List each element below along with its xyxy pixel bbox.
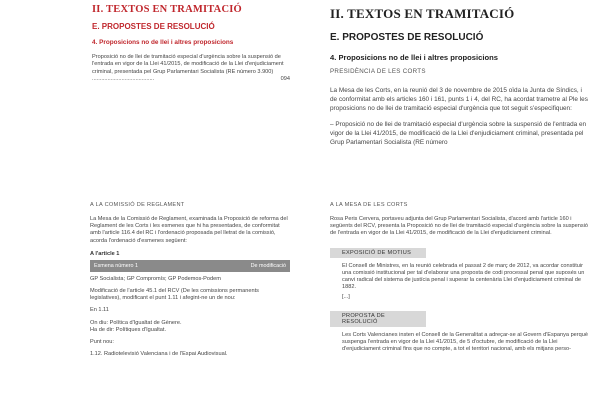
modification-text: Modificació de l'article 45.1 del RCV (De les comissions permanents legislatives), modificant el punt 1.11 i afegint-ne un de nou: bbox=[90, 288, 259, 302]
resolution-box-label: PROPOSTA DE RESOLUCIÓ bbox=[330, 311, 426, 327]
new-point-label: Punt nou: bbox=[90, 339, 114, 346]
toc-entry[interactable]: Proposició no de llei de tramitació especial d'urgència sobre la suspensió de l'entrada en vigor de la Llei 41/2015, de modificació de la Llei d'enjudiciament criminal, presentada pel Grup Parlamentari Socialista (RE número 3.900) ........................................ 094 bbox=[92, 54, 290, 82]
resolution-text: Les Corts Valencianes insten el Consell de la Generalitat a adreçar-se al Govern d'Espanya perquè suspenga l'entrada en vigor de la Llei 41/2015, de 5 d'octubre, de modificació de la Llei d'enjudiciament criminal fins que no compte, a tot el territori nacional, amb els mitjans perso- bbox=[342, 331, 588, 353]
section-title-large: II. TEXTOS EN TRAMITACIÓ bbox=[330, 6, 515, 21]
item-title: 4. Proposicions no de llei i altres proposicions bbox=[92, 39, 234, 46]
item-title-large: 4. Proposicions no de llei i altres proposicions bbox=[330, 53, 498, 62]
proposal-panel bbox=[300, 200, 600, 400]
committee-heading: A LA COMISSIÓ DE REGLAMENT bbox=[90, 202, 185, 208]
ellipsis: [...] bbox=[342, 294, 350, 301]
amendment-type: De modificació bbox=[250, 262, 286, 269]
toc-panel bbox=[0, 0, 300, 200]
proposal-list-item: – Proposició no de llei de tramitació especial d'urgència sobre la suspensió de l'entrada en vigor de la Llei 41/2015, de modificació de la Llei d'enjudiciament criminal, presentada pel Grup Parlamentari Socialista (RE número bbox=[330, 121, 587, 146]
presidency-heading: PRESIDÈNCIA DE LES CORTS bbox=[330, 68, 426, 75]
motives-box-label: EXPOSICIÓ DE MOTIUS bbox=[330, 248, 426, 258]
section-header-panel bbox=[300, 0, 600, 200]
subsection-title-large: E. PROPOSTES DE RESOLUCIÓ bbox=[330, 32, 484, 43]
should-say: Ha de dir: Polítiques d'Igualtat. bbox=[90, 326, 167, 333]
article-label: A l'article 1 bbox=[90, 250, 120, 257]
section-title: II. TEXTOS EN TRAMITACIÓ bbox=[92, 4, 242, 15]
new-point-text: 1.12. Radiotelevisió Valenciana i de l'Espai Audiovisual. bbox=[90, 351, 228, 358]
where-says: On diu: Política d'Igualtat de Gènere. bbox=[90, 319, 182, 326]
subsection-title: E. PROPOSTES DE RESOLUCIÓ bbox=[92, 22, 215, 31]
toc-page-number: 094 bbox=[280, 75, 290, 82]
presidency-paragraph: La Mesa de les Corts, en la reunió del 3 de novembre de 2015 oïda la Junta de Síndics, i de conformitat amb els articles 160 i 161, punts 1 i 4, del RC, ha acordat trametre al Ple les proposicions no de llei de tramitació especial d'urgència que tot seguit s'especifiquen: bbox=[330, 87, 588, 112]
point-reference: En 1.11 bbox=[90, 307, 109, 314]
groups-line: GP Socialista; GP Compromís; GP Podemos-Podem bbox=[90, 275, 221, 282]
proposal-intro: Rosa Peris Cervera, portaveu adjunta del Grup Parlamentari Socialista, d'acord amb l'article 160 i següents del RCV, presenta la Proposició no de llei de tramitació especial d'urgència sobre la suspensió de l'entrada en vigor de la Llei 41/2015, de modificació de la Llei d'enjudiciament criminal. bbox=[330, 216, 589, 237]
committee-intro: La Mesa de la Comissió de Reglament, examinada la Proposició de reforma del Reglament de les Corts i les esmenes que hi ha presentades, de conformitat amb l'article 116.4 del RC i l'ordenació proposada pel lletrat de la comissió, acorda l'ordenació d'esmenes següent: bbox=[90, 216, 288, 244]
amendment-number: Esmena número 1 bbox=[94, 262, 139, 269]
toc-entry-text: Proposició no de llei de tramitació especial d'urgència sobre la suspensió de l'entrada en vigor de la Llei 41/2015, de modificació de la Llei d'enjudiciament criminal, presentada pel Grup Parlamentari Socialista (RE número 3.900) bbox=[92, 54, 284, 75]
mesa-heading: A LA MESA DE LES CORTS bbox=[330, 202, 408, 208]
motives-text: El Consell de Ministres, en la reunió celebrada el passat 2 de març de 2012, va acordar constituir una comissió institucional per tal d'elaborar una proposta de codi processal penal que suposés un canvi radical del sistema de justícia penal i superar la centenària Llei d'enjudiciament criminal de 1882. bbox=[342, 262, 585, 291]
amendment-table-header bbox=[90, 260, 290, 272]
committee-panel bbox=[0, 200, 300, 400]
